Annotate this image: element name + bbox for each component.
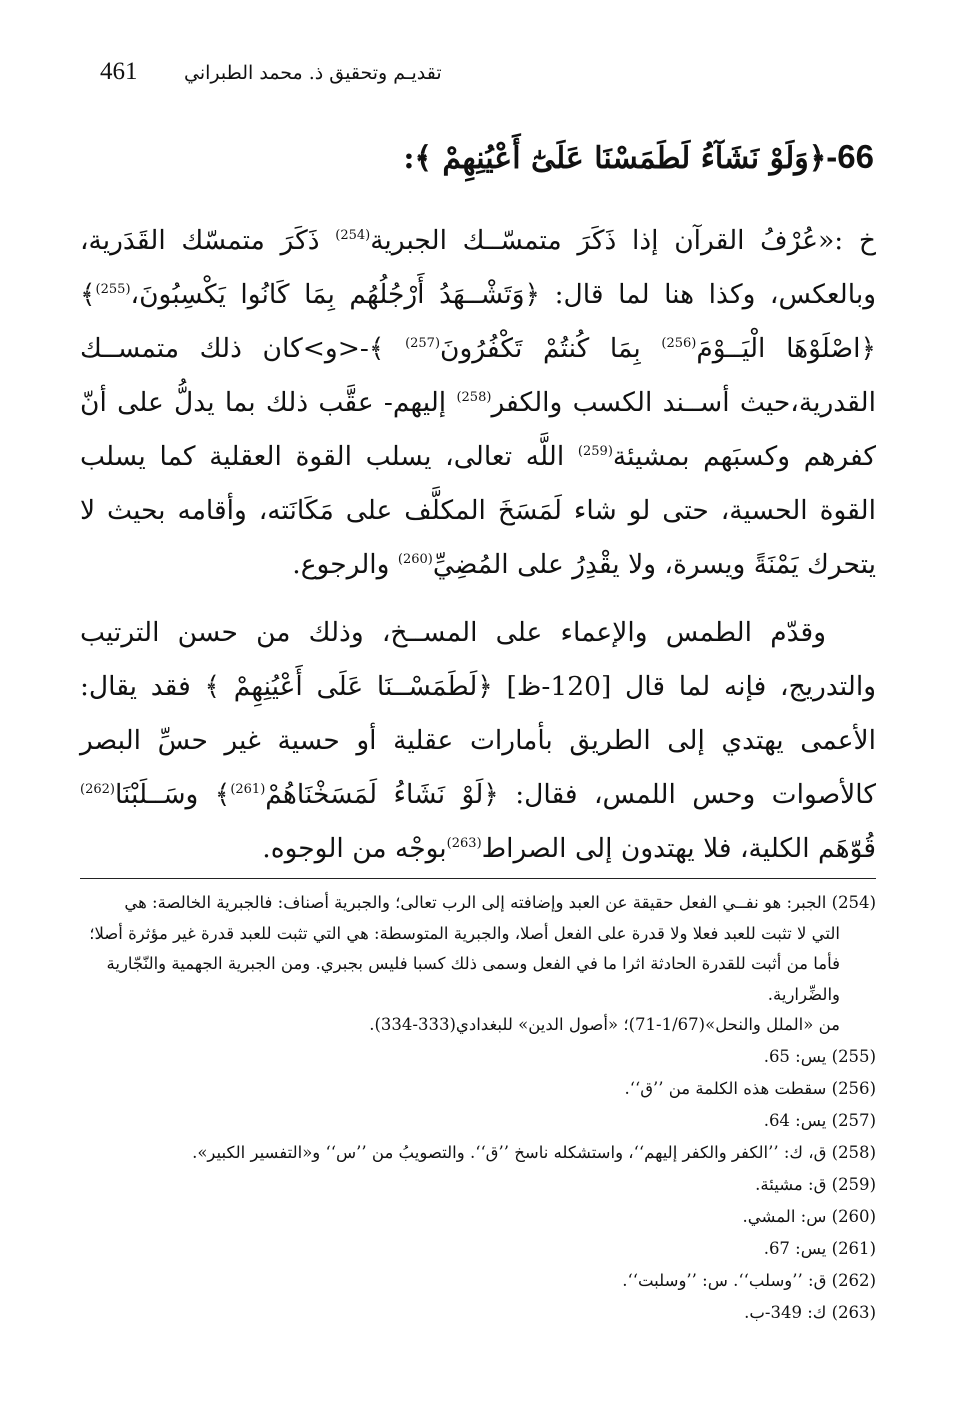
paragraph-2 xyxy=(80,606,876,876)
footnote-number: (262) xyxy=(831,1270,876,1290)
footnote-ref[interactable]: (255) xyxy=(95,282,131,298)
footnote-ref[interactable]: (259) xyxy=(577,444,613,460)
page-header xyxy=(100,56,860,96)
footnote-ref[interactable]: (256) xyxy=(661,336,697,352)
verse-number: 66- xyxy=(826,138,874,175)
text-run: ﴾-<و>كان ذلك متمســك القدرية،حيث أســند الكسب والكفر xyxy=(80,333,876,418)
footnote-number: (256) xyxy=(831,1078,876,1098)
footnote-text-cont: التي لا تثبت للعبد فعلا ولا قدرة على الفعل أصلا، والجبرية المتوسطة: هي التي تثبت للعبد قدرة غير مؤثرة أصلا؛ فأما من أثبت للقدرة الحادثة اثرا ما في الفعل وسمى ذلك كسبا فليس بجبري. ومن الجبرية الجهمية والنّجّارية والضِّرارية. xyxy=(89,923,840,1004)
footnote-text: ق، ك: ’’الكفر والكفر إليهم‘‘، واستشكله ناسخ ’’ق‘‘. والتصويبُ من ’’س‘‘ و«التفسير الكبير». xyxy=(192,1142,827,1162)
footnote-262 xyxy=(80,1265,876,1297)
verse-text: ﴿وَلَوْ نَشَآءُ لَطَمَسْنَا عَلَىٰٓ أَعْيُنِهِمْ ﴾: xyxy=(403,141,827,176)
text-run: ذَكَرَ متمسّك القَدَرية، وبالعكس، وكذا هنا لما قال: ﴿وَتَشْــهَدُ أَرْجُلُهُم بِمَا كَانُوا يَكْسِبُونَ، xyxy=(80,225,876,310)
text-run: بِمَا كُنتُمْ تَكْفُرُونَ xyxy=(440,333,662,364)
footnote-divider xyxy=(80,878,876,879)
footnote-261 xyxy=(80,1233,876,1265)
page-number: 461 xyxy=(100,58,138,85)
text-run: وقدّم الطمس والإعماء على المســخ، وذلك من حسن الترتيب والتدريج، فإنه لما قال [120-ظ] ﴿لَطَمَسْــنَا عَلَى أَعْيُنِهِمْ ﴾ فقد يقال: الأعمى يهتدي إلى الطريق بأمارات عقلية أو حسية غير حسِّ البصر كالأصوات وحس اللمس، فقال: ﴿لَوْ نَشَاءُ لَمَسَخْنَاهُمْ xyxy=(80,617,876,810)
footnote-ref[interactable]: (254) xyxy=(335,228,371,244)
footnote-258 xyxy=(80,1137,876,1169)
footnote-254 xyxy=(80,888,876,1010)
footnote-255 xyxy=(80,1041,876,1073)
footnote-number: (263) xyxy=(831,1302,876,1322)
text-run: خ :«عُرْفُ القرآن إذا ذَكَرَ متمسّــك الجبرية xyxy=(370,225,876,256)
footnote-ref[interactable]: (261) xyxy=(230,782,266,798)
footnote-text: الجبر: هو نفــي الفعل حقيقة عن العبد وإضافته إلى الرب تعالى؛ والجبرية أصناف: فالجبرية الخالصة: هي xyxy=(124,893,827,912)
footnote-number: (257) xyxy=(831,1110,876,1130)
text-run: والرجوع. xyxy=(292,549,398,580)
running-head: تقديـم وتحقيق ذ. محمد الطبراني xyxy=(184,62,442,84)
footnote-ref[interactable]: (258) xyxy=(456,390,492,406)
footnote-source: من «الملل والنحل»(1/67-71)؛ «أصول الدين» للبغدادي(333-334). xyxy=(369,1015,840,1034)
footnotes xyxy=(80,888,876,1329)
footnote-259 xyxy=(80,1169,876,1201)
text-run: قُوّهَم الكلية، فلا يهتدون إلى الصراط xyxy=(481,833,876,864)
text-run: بوجْه من الوجوه. xyxy=(262,833,447,864)
footnote-number: (259) xyxy=(831,1174,876,1194)
footnote-text: س: المشي. xyxy=(742,1206,827,1226)
footnote-text: يس: 64. xyxy=(763,1110,827,1130)
verse-heading xyxy=(114,138,874,194)
footnote-number: (258) xyxy=(831,1142,876,1162)
text-run: ﴾ ﴿اصْلَوْهَا الْيَــوْمَ xyxy=(80,279,876,364)
footnote-text: ق: ’’وسلب‘‘. س: ’’وسلبت‘‘. xyxy=(622,1270,827,1290)
footnote-text: يس: 67. xyxy=(763,1238,827,1258)
text-run: اللَّه تعالى، يسلب القوة العقلية كما يسلب القوة الحسية، حتى لو شاء لَمَسَخَ المكلَّف على مَكَانَته، وأقامه بحيث لا يتحرك يَمْنَةً ويسرة، ولا يقْدِرُ على المُضِيِّ xyxy=(80,441,876,580)
footnote-260 xyxy=(80,1201,876,1233)
text-run: ﴾ وسَــلَبْنَا xyxy=(114,779,231,810)
paragraph-1 xyxy=(80,214,876,592)
text-run: إليهم- عقَّب ذلك بما يدلُّ على أنّ كفرهم وكسبَهم بمشيئة xyxy=(80,387,876,472)
footnote-number: (255) xyxy=(831,1046,876,1066)
footnote-ref[interactable]: (260) xyxy=(397,552,433,568)
footnote-256 xyxy=(80,1073,876,1105)
footnote-ref[interactable]: (263) xyxy=(446,836,482,852)
footnote-text: ق: مشيئة. xyxy=(755,1174,827,1194)
footnote-number: (261) xyxy=(831,1238,876,1258)
footnote-text: سقطت هذه الكلمة من ’’ق‘‘. xyxy=(624,1078,827,1098)
footnote-257 xyxy=(80,1105,876,1137)
footnote-number: (260) xyxy=(831,1206,876,1226)
footnote-ref[interactable]: (262) xyxy=(80,782,115,798)
footnote-ref[interactable]: (257) xyxy=(405,336,441,352)
footnote-263 xyxy=(80,1297,876,1329)
footnote-number: (254) xyxy=(831,893,876,912)
footnote-text: يس: 65. xyxy=(763,1046,827,1066)
footnote-text: ك: 349-ب. xyxy=(744,1302,827,1322)
